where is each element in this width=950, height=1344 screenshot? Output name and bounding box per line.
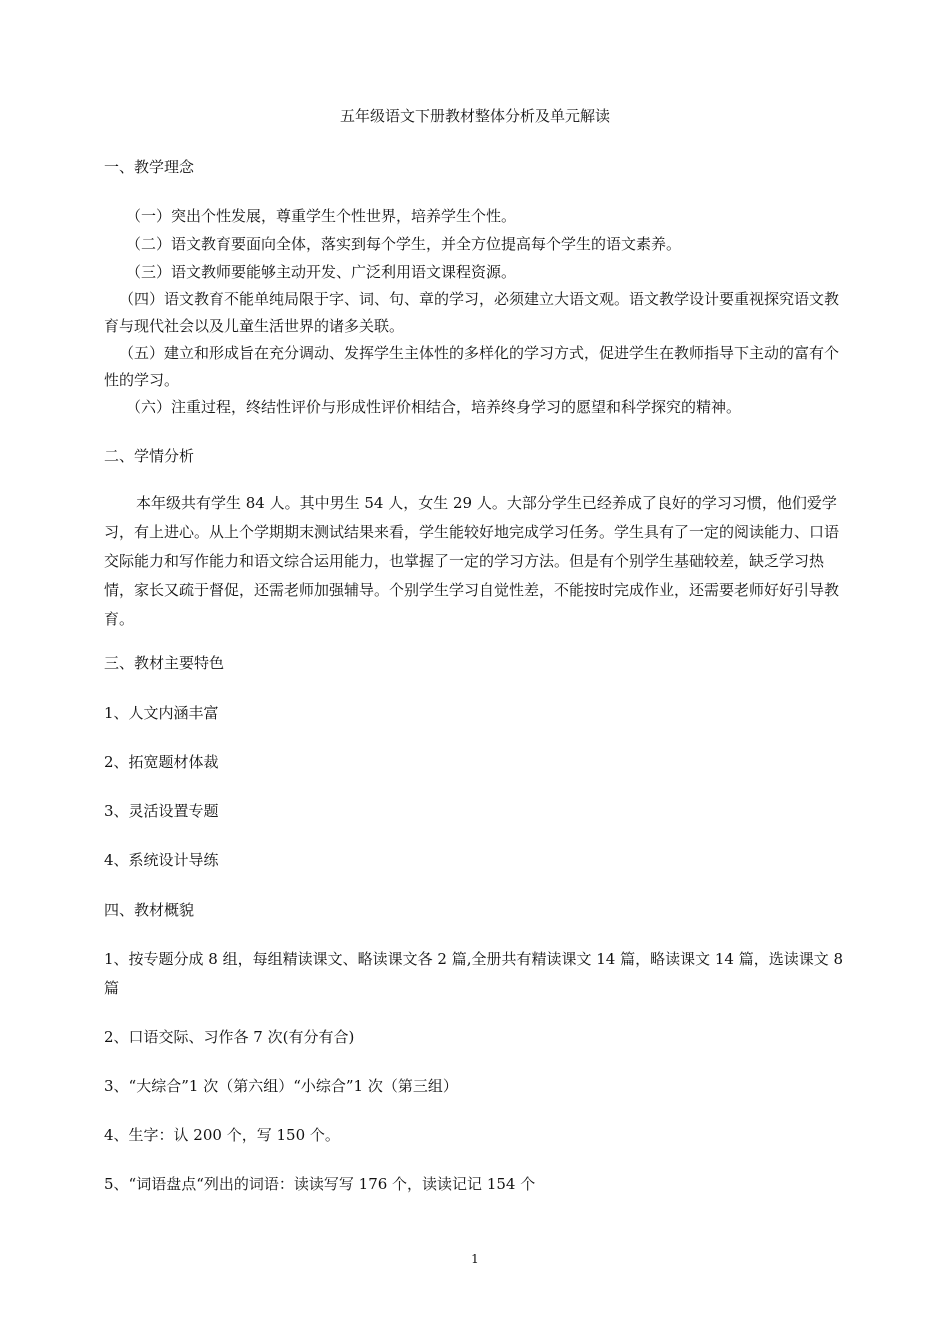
overview-item-3: 3、“大综合”1 次（第六组）“小综合”1 次（第三组）: [104, 1077, 458, 1095]
feature-item-3: 3、灵活设置专题: [104, 802, 219, 820]
overview-item-5: 5、“词语盘点“列出的词语：读读写写 176 个，读读记记 154 个: [104, 1175, 536, 1193]
student-analysis-paragraph: 本年级共有学生 84 人。其中男生 54 人，女生 29 人。大部分学生已经养成了良好的学习习惯，他们爱学习，有上进心。从上个学期期末测试结果来看，学生能较好地完成学习任务。学生具有了一定的阅读能力、口语交际能力和写作能力和语文综合运用能力，也掌握了一定的学习方法。但是有个别学生基础较差，缺乏学习热情，家长又疏于督促，还需老师加强辅导。个别学生学习自觉性差，不能按时完成作业，还需要老师好好引导教育。: [104, 494, 840, 628]
section-heading-textbook-overview: 四、教材概貌: [104, 901, 195, 919]
document-title: 五年级语文下册教材整体分析及单元解读: [339, 107, 610, 125]
philosophy-item-4: （四）语文教育不能单纯局限于字、词、句、章的学习，必须建立大语文观。语文教学设计要重视探究语文教育与现代社会以及儿童生活世界的诸多关联。: [104, 290, 840, 335]
philosophy-item-5: （五）建立和形成旨在充分调动、发挥学生主体性的多样化的学习方式，促进学生在教师指导下主动的富有个性的学习。: [104, 344, 840, 389]
section-heading-teaching-philosophy: 一、教学理念: [104, 158, 195, 176]
philosophy-item-6: （六）注重过程，终结性评价与形成性评价相结合，培养终身学习的愿望和科学探究的精神。: [126, 398, 742, 416]
section-heading-textbook-features: 三、教材主要特色: [104, 654, 225, 672]
philosophy-item-2: （二）语文教育要面向全体，落实到每个学生，并全方位提高每个学生的语文素养。: [126, 235, 682, 253]
philosophy-item-3: （三）语文教师要能够主动开发、广泛利用语文课程资源。: [126, 263, 517, 281]
feature-item-2: 2、拓宽题材体裁: [104, 753, 219, 771]
overview-item-4: 4、生字：认 200 个，写 150 个。: [104, 1126, 340, 1144]
section-heading-student-analysis: 二、学情分析: [104, 447, 195, 465]
philosophy-item-1: （一）突出个性发展，尊重学生个性世界，培养学生个性。: [126, 207, 517, 225]
overview-item-2: 2、口语交际、习作各 7 次(有分有合): [104, 1028, 355, 1046]
page-number: 1: [471, 1252, 479, 1266]
feature-item-4: 4、系统设计导练: [104, 851, 219, 869]
overview-item-1: 1、按专题分成 8 组，每组精读课文、略读课文各 2 篇,全册共有精读课文 14 篇，略读课文 14 篇，选读课文 8 篇: [104, 950, 844, 997]
feature-item-1: 1、人文内涵丰富: [104, 704, 219, 722]
